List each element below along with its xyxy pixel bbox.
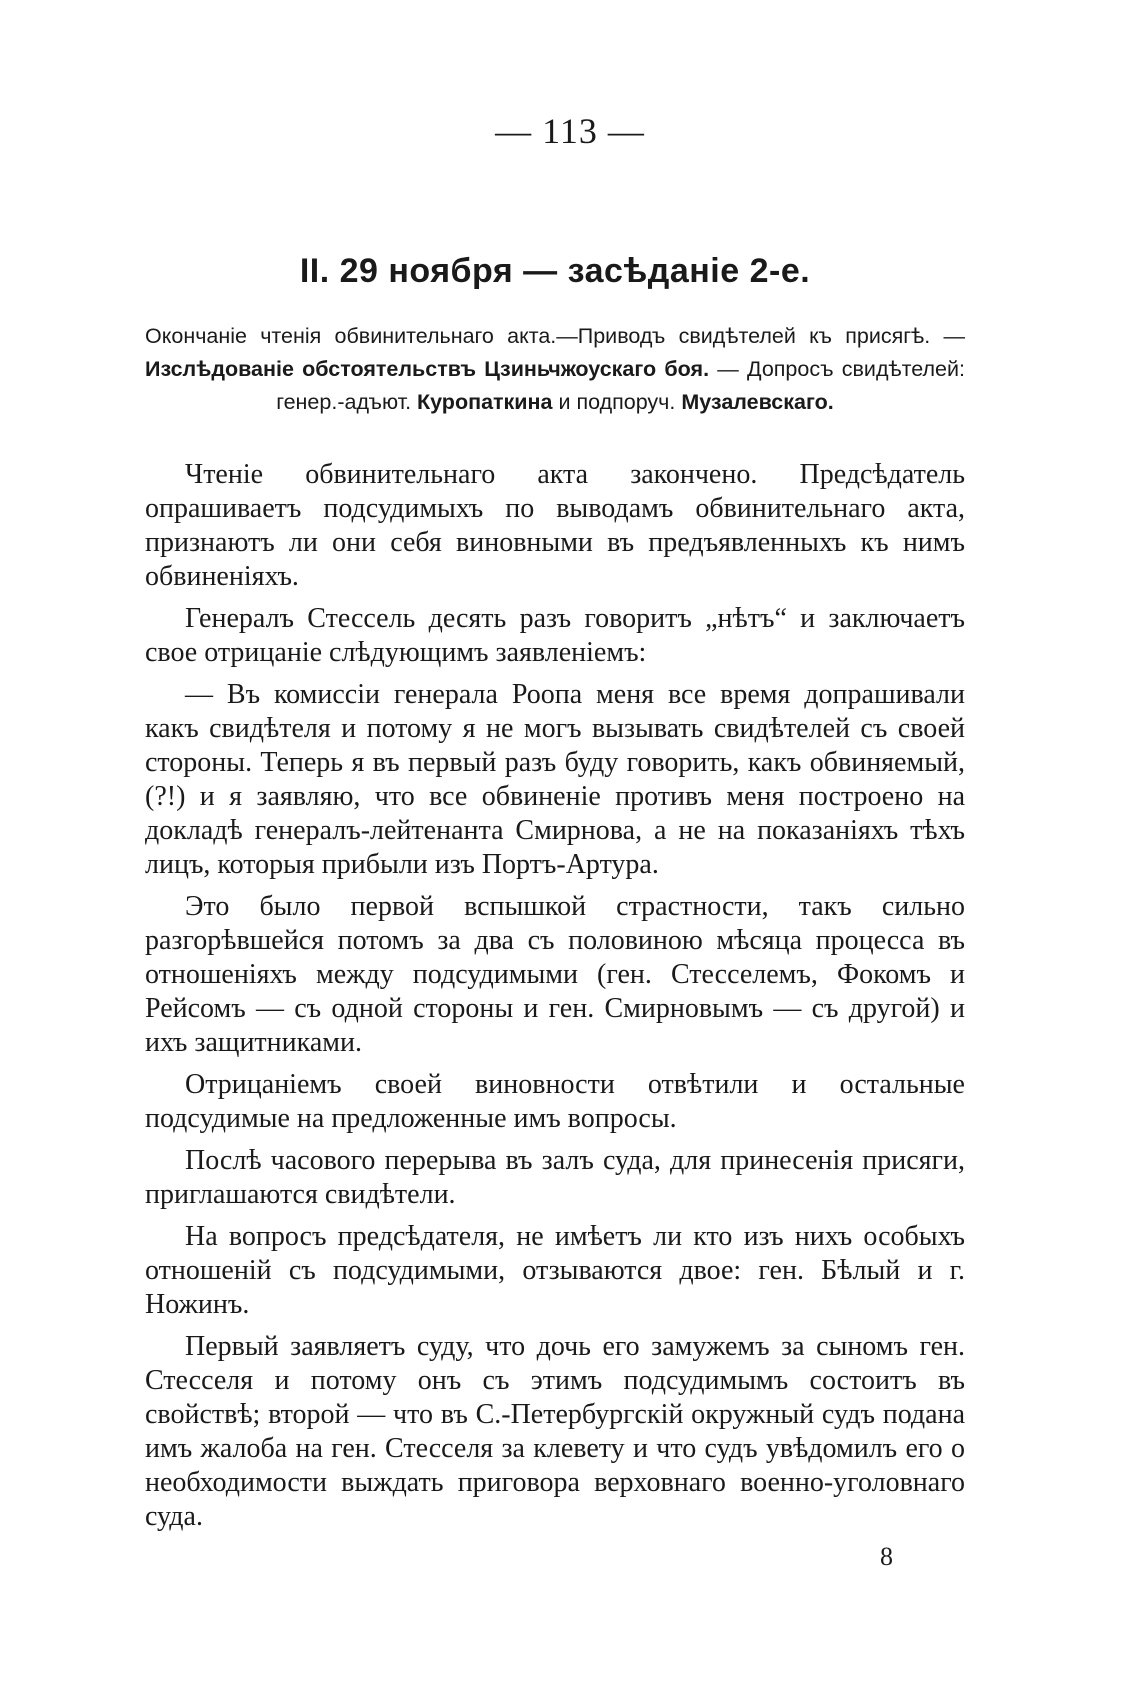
summary-text: Окончаніе чтенія обвинительнаго акта.—Приводъ свидѣтелей къ присягѣ. — xyxy=(145,324,965,348)
paragraph: — Въ комиссіи генерала Роопа меня все время допрашивали какъ свидѣтеля и потому я не могъ вызывать свидѣтелей съ своей стороны. Теперь я въ первый разъ буду говорить, какъ обвиняемый, (?!) и я заявляю, что все обвиненіе противъ меня построено на докладѣ генералъ-лейтенанта Смирнова, а не на показаніяхъ тѣхъ лицъ, которыя прибыли изъ Портъ-Артура. xyxy=(145,679,965,880)
page-number: — 113 — xyxy=(495,111,645,151)
paragraph: Первый заявляетъ суду, что дочь его замужемъ за сыномъ ген. Стесселя и потому онъ съ этимъ подсудимымъ состоитъ въ свойствѣ; второй — что въ С.-Петербургскій окружный судъ подана имъ жалоба на ген. Стесселя за клевету и что судъ увѣдомилъ его о необходимости выждать приговора верховнаго военно-уголовнаго суда. xyxy=(145,1331,965,1532)
paragraph: Отрицаніемъ своей виновности отвѣтили и остальные подсудимые на предложенные имъ вопросы. xyxy=(145,1069,965,1134)
summary-text: и подпоруч. xyxy=(552,390,682,414)
signature-mark: 8 xyxy=(880,1542,893,1571)
section-summary xyxy=(145,320,965,419)
paragraph: Чтеніе обвинительнаго акта закончено. Предсѣдатель опрашиваетъ подсудимыхъ по выводамъ обвинительнаго акта, признаютъ ли они себя виновными въ предъявленныхъ къ нимъ обвиненіяхъ. xyxy=(145,459,965,592)
summary-text: — Допросъ свидѣтелей: генер.-адъют. xyxy=(276,357,965,414)
summary-text-bold: Музалевскаго. xyxy=(681,390,834,414)
summary-text-bold: Куропаткина xyxy=(417,390,553,414)
paragraph: Это было первой вспышкой страстности, такъ сильно разгорѣвшейся потомъ за два съ половиною мѣсяца процесса въ отношеніяхъ между подсудимыми (ген. Стесселемъ, Фокомъ и Рейсомъ — съ одной стороны и ген. Смирновымъ — съ другой) и ихъ защитниками. xyxy=(145,891,965,1058)
section-title: II. 29 ноября — засѣданіе 2-е. xyxy=(299,252,811,290)
paragraph: Генералъ Стессель десять разъ говоритъ „нѣтъ“ и заключаетъ свое отрицаніе слѣдующимъ заявленіемъ: xyxy=(145,603,965,668)
summary-text-bold: Изслѣдованіе обстоятельствъ Цзиньчжоускаго боя. xyxy=(145,357,710,381)
paragraph: На вопросъ предсѣдателя, не имѣетъ ли кто изъ нихъ особыхъ отношеній съ подсудимыми, отзываются двое: ген. Бѣлый и г. Ножинъ. xyxy=(145,1221,965,1320)
paragraph: Послѣ часового перерыва въ залъ суда, для принесенія присяги, приглашаются свидѣтели. xyxy=(145,1145,965,1210)
body-text xyxy=(145,458,965,1542)
